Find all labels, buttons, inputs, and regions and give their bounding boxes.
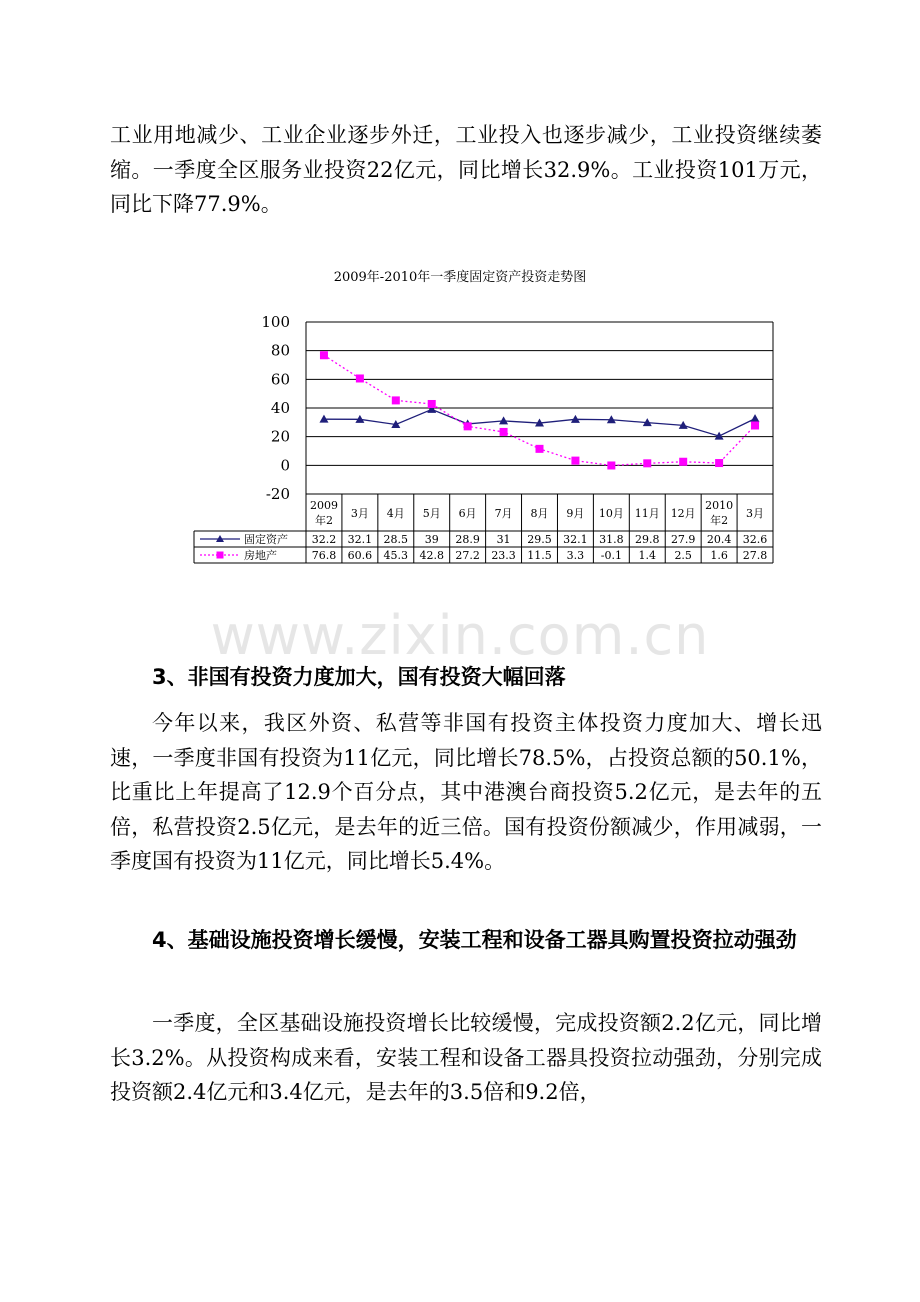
data-point-real-estate (715, 459, 723, 467)
data-table-value: 39 (424, 533, 439, 546)
x-category-label: 7月 (494, 507, 513, 520)
x-category-label: 3月 (350, 507, 369, 520)
y-tick-label: 0 (280, 456, 290, 475)
x-category-label: 3月 (746, 507, 765, 520)
data-point-real-estate (392, 396, 400, 404)
watermark: www.zixin.com.cn (210, 604, 710, 667)
data-table-value: 32.1 (347, 533, 373, 546)
data-table-value: 2.5 (674, 549, 692, 562)
x-category-label: 12月 (670, 507, 696, 520)
y-tick-label: 100 (261, 313, 290, 331)
x-category-label: 5月 (422, 507, 441, 520)
data-point-real-estate (428, 400, 436, 408)
paragraph-industry: 工业用地减少、工业企业逐步外迁，工业投入也逐步减少，工业投资继续萎缩。一季度全区服务业投资22亿元，同比增长32.9%。工业投资101万元，同比下降77.9%。 (110, 123, 822, 216)
data-table-value: 20.4 (706, 533, 732, 546)
data-table-value: 27.2 (455, 549, 480, 562)
investment-trend-chart (190, 310, 780, 575)
data-table-value: 1.6 (710, 549, 728, 562)
data-table-value: 3.3 (566, 549, 585, 562)
data-table-value: 27.9 (670, 533, 696, 546)
x-category-label: 年2 (314, 514, 333, 527)
data-point-real-estate (320, 351, 328, 359)
y-tick-label: 80 (270, 341, 290, 360)
data-table-value: 29.5 (527, 533, 552, 546)
data-table-value: 32.1 (563, 533, 588, 546)
x-category-label: 6月 (458, 507, 477, 520)
x-category-label: 9月 (566, 507, 585, 520)
data-table-value: 60.6 (347, 549, 373, 562)
x-category-label: 10月 (598, 507, 624, 520)
data-table-value: 42.8 (419, 549, 444, 562)
data-table-value: 28.5 (383, 533, 409, 546)
x-category-label: 11月 (634, 507, 660, 520)
data-table-value: 45.3 (383, 549, 409, 562)
data-table-value: 11.5 (527, 549, 552, 562)
data-table-value: 76.8 (311, 549, 337, 562)
data-point-real-estate (607, 461, 615, 469)
data-point-real-estate (643, 459, 651, 467)
paragraph-non-state-investment: 今年以来，我区外资、私营等非国有投资主体投资力度加大、增长迅速，一季度非国有投资为11亿元，同比增长78.5%，占投资总额的50.1%，比重比上年提高了12.9个百分点，其中港澳台商投资5.2亿元，是去年的五倍，私营投资2.5亿元，是去年的近三倍。国有投资份额减少，作用减弱，一季度国有投资为11亿元，同比增长5.4%。 (110, 711, 822, 873)
data-point-real-estate (679, 458, 687, 466)
data-point-real-estate (536, 445, 544, 453)
x-category-label: 4月 (386, 507, 405, 520)
data-table-value: 32.6 (742, 533, 768, 546)
data-table-value: -0.1 (600, 549, 622, 562)
data-table-value: 31.8 (599, 533, 624, 546)
data-table-value: 23.3 (491, 549, 516, 562)
x-category-label: 年2 (710, 514, 729, 527)
legend-label: 房地产 (244, 549, 277, 562)
data-point-real-estate (356, 374, 364, 382)
data-point-fixed-assets (751, 414, 760, 422)
data-point-real-estate (500, 428, 508, 436)
data-table-value: 27.8 (742, 549, 768, 562)
chart-title: 2009年-2010年一季度固定资产投资走势图 (333, 270, 587, 285)
x-category-label: 2009 (309, 499, 338, 512)
data-point-real-estate (751, 421, 759, 429)
paragraph-infrastructure: 一季度，全区基础设施投资增长比较缓慢，完成投资额2.2亿元，同比增长3.2%。从投资构成来看，安装工程和设备工器具投资拉动强劲，分别完成投资额2.4亿元和3.4亿元，是去年的3.5倍和9.2倍， (110, 1011, 822, 1104)
y-tick-label: 40 (270, 399, 290, 417)
section-heading-4: 4、基础设施投资增长缓慢，安装工程和设备工器具购置投资拉动强劲 (152, 928, 797, 952)
section-heading-3: 3、非国有投资力度加大，国有投资大幅回落 (152, 665, 566, 689)
legend-marker-square (217, 552, 224, 559)
data-point-real-estate (571, 457, 579, 465)
data-point-fixed-assets (499, 416, 508, 424)
y-tick-label: 20 (270, 427, 290, 446)
data-point-real-estate (464, 422, 472, 430)
legend-label: 固定资产 (244, 533, 288, 546)
data-table-value: 29.8 (635, 533, 660, 546)
x-category-label: 2010 (705, 499, 734, 512)
data-table-value: 32.2 (311, 533, 337, 546)
data-table-value: 28.9 (455, 533, 480, 546)
data-table-value: 1.4 (638, 549, 657, 562)
data-table-value: 31 (496, 533, 511, 546)
x-category-label: 8月 (530, 507, 549, 520)
y-tick-label: -20 (265, 485, 290, 503)
y-tick-label: 60 (270, 370, 290, 389)
